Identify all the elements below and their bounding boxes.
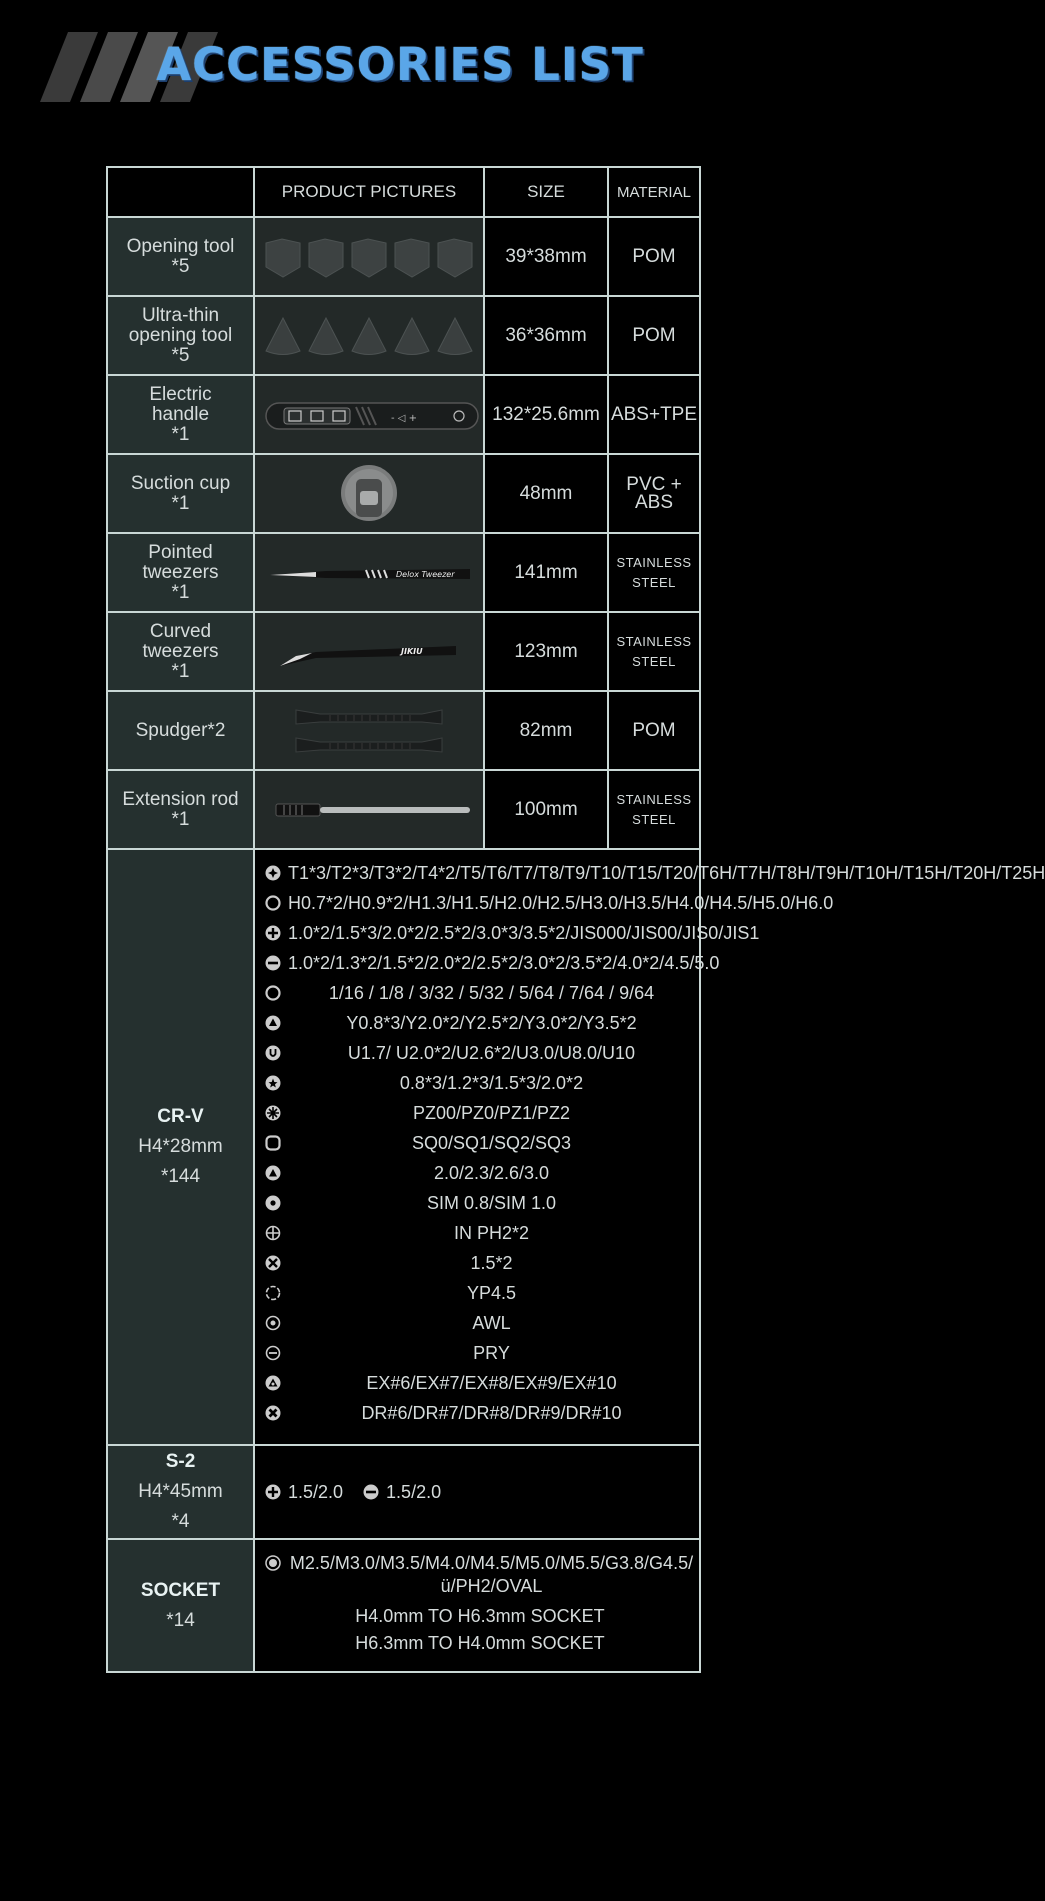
s2-name-cell — [107, 1445, 254, 1539]
socket-count: *14 — [166, 1609, 195, 1631]
socket-list — [254, 1539, 700, 1672]
bit-spec-text: PRY — [473, 1343, 510, 1363]
bit-list-item — [265, 1252, 695, 1275]
cross-icon — [265, 1225, 281, 1241]
pentalobe-icon — [265, 1075, 281, 1091]
item-material: ABS+TPE — [608, 375, 700, 454]
svg-text:- ◁ +: - ◁ + — [391, 412, 418, 424]
bit-list-item — [265, 862, 1045, 885]
table-row-crv — [107, 849, 700, 1445]
hex-icon — [265, 895, 281, 911]
slotted-icon — [265, 955, 281, 971]
bit-spec-text: Y0.8*3/Y2.0*2/Y2.5*2/Y3.0*2/Y3.5*2 — [346, 1013, 637, 1033]
bit-list-item — [265, 1162, 695, 1185]
hex-inch-icon — [265, 985, 281, 1001]
bit-list-item — [265, 892, 834, 915]
bit-list-item — [265, 1102, 695, 1125]
tweezer-brand-label: Delox Tweezer — [396, 569, 455, 579]
crv-title: CR-V — [157, 1106, 204, 1127]
s2-title: S-2 — [165, 1451, 196, 1472]
item-size: 141mm — [484, 533, 608, 612]
pozidriv-icon — [265, 1105, 281, 1121]
bit-spec-text: U1.7/ U2.0*2/U2.6*2/U3.0/U8.0/U10 — [347, 1043, 636, 1063]
item-material: STAINLESS STEEL — [608, 533, 700, 612]
s2-count: *4 — [171, 1511, 190, 1532]
socket-title: SOCKET — [140, 1579, 221, 1601]
item-name: Ultra-thin opening tool *5 — [107, 296, 254, 375]
table-row — [107, 691, 700, 770]
socket-item: H4.0mm TO H6.3mm SOCKET — [355, 1606, 605, 1626]
item-material: STAINLESS STEEL — [608, 612, 700, 691]
header-pictures: PRODUCT PICTURES — [254, 167, 484, 217]
bit-spec-text: YP4.5 — [466, 1283, 517, 1303]
bit-list-item — [265, 1132, 695, 1155]
item-name: Spudger*2 — [107, 691, 254, 770]
bit-list-item — [265, 1012, 695, 1035]
socket-name-cell — [107, 1539, 254, 1672]
bit-spec-text: PZ00/PZ0/PZ1/PZ2 — [412, 1103, 571, 1123]
header-size: SIZE — [484, 167, 608, 217]
bit-spec-text: DR#6/DR#7/DR#8/DR#9/DR#10 — [361, 1403, 622, 1423]
spudger-icon — [254, 691, 484, 770]
table-row — [107, 533, 700, 612]
bit-spec-text: SQ0/SQ1/SQ2/SQ3 — [411, 1133, 572, 1153]
table-row — [107, 612, 700, 691]
phillips-icon — [265, 925, 281, 941]
extension-rod-icon — [254, 770, 484, 849]
item-name: Opening tool *5 — [107, 217, 254, 296]
bit-spec-text: AWL — [472, 1313, 511, 1333]
page-title: ACCESSORIES LIST — [156, 38, 644, 91]
bit-list-item — [265, 1312, 695, 1335]
bit-list-item — [265, 1222, 695, 1245]
bit-spec-text: H0.7*2/H0.9*2/H1.3/H1.5/H2.0/H2.5/H3.0/H3.5/H4.0/H4.5/H5.0/H6.0 — [288, 893, 834, 913]
table-row — [107, 375, 700, 454]
bit-list-item — [265, 1372, 695, 1395]
table-row-socket — [107, 1539, 700, 1672]
item-size: 36*36mm — [484, 296, 608, 375]
bit-spec-text: 1.0*2/1.5*3/2.0*2/2.5*2/3.0*3/3.5*2/JIS000/JIS00/JIS0/JIS1 — [288, 923, 760, 943]
slotted-icon — [363, 1484, 379, 1500]
socket-icon — [265, 1555, 281, 1571]
item-material: STAINLESS STEEL — [608, 770, 700, 849]
pry-icon — [265, 1345, 281, 1361]
tweezer-brand-label: JIKIU — [401, 646, 423, 656]
item-name: Suction cup *1 — [107, 454, 254, 533]
bit-spec-text: 1/16 / 1/8 / 3/32 / 5/32 / 5/64 / 7/64 / 9/64 — [328, 983, 655, 1003]
item-size: 82mm — [484, 691, 608, 770]
item-size: 39*38mm — [484, 217, 608, 296]
item-name: Curved tweezers *1 — [107, 612, 254, 691]
bit-spec-text: 2.0/2.3/2.6/3.0 — [433, 1163, 550, 1183]
bit-list-item — [265, 1042, 695, 1065]
item-size: 100mm — [484, 770, 608, 849]
item-name: Electric handle *1 — [107, 375, 254, 454]
table-header-row — [107, 167, 700, 217]
bit-spec-text: IN PH2*2 — [453, 1223, 530, 1243]
item-name: Extension rod *1 — [107, 770, 254, 849]
item-size: 132*25.6mm — [484, 375, 608, 454]
accessories-table — [106, 166, 1045, 1673]
dr-icon — [265, 1405, 281, 1421]
torx-icon — [265, 865, 281, 881]
bit-spec-text: SIM 0.8/SIM 1.0 — [426, 1193, 557, 1213]
crv-count: *144 — [160, 1166, 201, 1187]
bit-spec-text: T1*3/T2*3/T3*2/T4*2/T5/T6/T7/T8/T9/T10/T15/T20/T6H/T7H/T8H/T9H/T10H/T15H/T20H/T25H — [288, 863, 1045, 883]
bit-list-item — [265, 1192, 695, 1215]
s2-bit-item: 1.5/2.0 — [363, 1481, 441, 1504]
table-row — [107, 454, 700, 533]
bit-spec-text: 1.0*2/1.3*2/1.5*2/2.0*2/2.5*2/3.0*2/3.5*2/4.0*2/4.5/5.0 — [288, 953, 720, 973]
table-row-s2 — [107, 1445, 700, 1539]
bit-spec-text: 0.8*3/1.2*3/1.5*3/2.0*2 — [399, 1073, 584, 1093]
header-empty — [107, 167, 254, 217]
triangle-icon — [265, 1165, 281, 1181]
bit-list-item — [265, 1282, 695, 1305]
bit-list-item — [265, 1402, 695, 1425]
crv-spec: H4*28mm — [138, 1136, 223, 1157]
bit-list-item — [265, 1342, 695, 1365]
item-material: POM — [608, 217, 700, 296]
square-icon — [265, 1135, 281, 1151]
crv-bit-list — [254, 849, 1045, 1445]
bit-list-item — [265, 922, 760, 945]
curved-tweezers-icon — [254, 612, 484, 691]
item-material: POM — [608, 691, 700, 770]
table-row — [107, 296, 700, 375]
table-row — [107, 770, 700, 849]
item-size: 123mm — [484, 612, 608, 691]
sim-icon — [265, 1195, 281, 1211]
s2-spec: H4*45mm — [138, 1481, 223, 1502]
phillips-icon — [265, 1484, 281, 1500]
socket-item: H6.3mm TO H4.0mm SOCKET — [355, 1633, 605, 1653]
bit-spec-text: EX#6/EX#7/EX#8/EX#9/EX#10 — [366, 1373, 617, 1393]
bit-list-item — [265, 982, 695, 1005]
bit-list-item — [265, 1072, 695, 1095]
u-shape-icon — [265, 1045, 281, 1061]
crv-name-cell — [107, 849, 254, 1445]
triangle-pick-set-icon — [254, 296, 484, 375]
header — [0, 0, 800, 140]
table-row — [107, 217, 700, 296]
awl-icon — [265, 1315, 281, 1331]
item-material: PVC + ABS — [608, 454, 700, 533]
item-material: POM — [608, 296, 700, 375]
item-size: 48mm — [484, 454, 608, 533]
pointed-tweezers-icon — [254, 533, 484, 612]
s2-bit-list — [254, 1445, 700, 1539]
guitar-pick-set-icon — [254, 217, 484, 296]
item-name: Pointed tweezers *1 — [107, 533, 254, 612]
tri-wing-icon — [265, 1015, 281, 1031]
electric-handle-icon — [254, 375, 484, 454]
suction-cup-icon — [254, 454, 484, 533]
bit-spec-text: 1.5*2 — [470, 1253, 513, 1273]
socket-item: M2.5/M3.0/M3.5/M4.0/M4.5/M5.0/M5.5/G3.8/G4.5/ü/PH2/OVAL — [265, 1552, 695, 1598]
header-material: MATERIAL — [608, 167, 700, 217]
bit-list-item — [265, 952, 720, 975]
ex-icon — [265, 1375, 281, 1391]
ypentalobe-icon — [265, 1285, 281, 1301]
four-point-icon — [265, 1255, 281, 1271]
s2-bit-item: 1.5/2.0 — [265, 1481, 343, 1504]
